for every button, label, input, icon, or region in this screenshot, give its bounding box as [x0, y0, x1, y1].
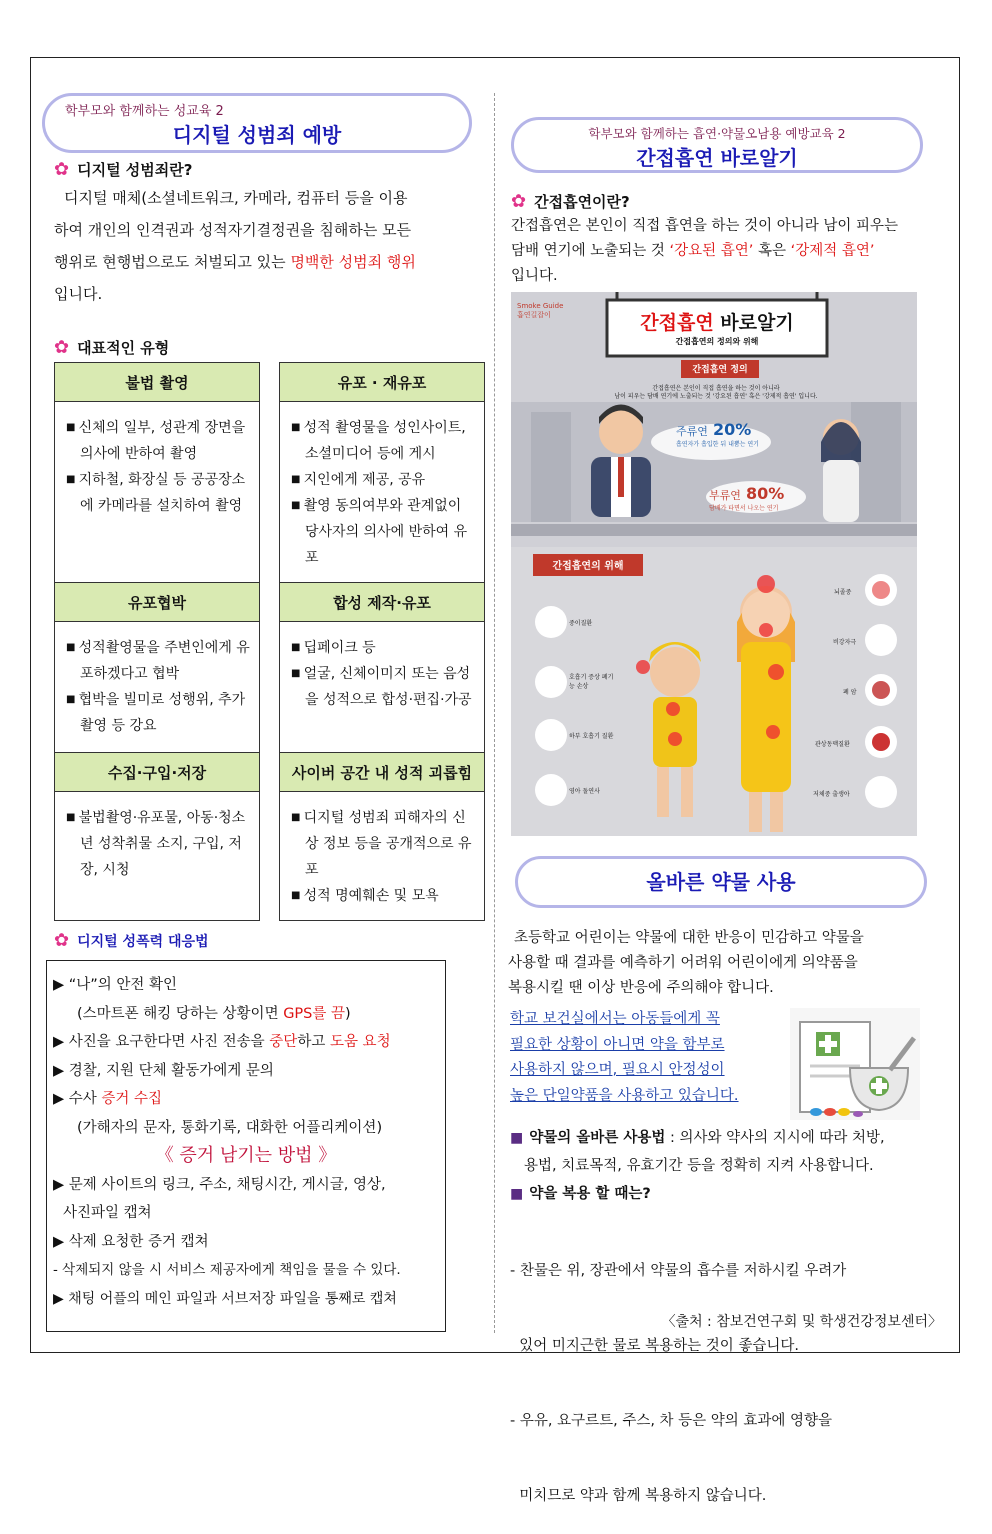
heading-text: 디지털 성폭력 대응법: [77, 933, 209, 950]
column-divider: [494, 93, 495, 1333]
evidence-method-title: 《 증거 남기는 방법 》: [155, 1145, 337, 1166]
response-line: - 삭제되지 않을 시 서비스 제공자에게 책임을 물을 수 있다.: [53, 1262, 401, 1278]
type-item: ■ 협박을 빌미로 성행위, 추가 촬영 등 강요: [66, 687, 250, 739]
usage-line: [510, 1124, 942, 1152]
note-line: 학교 보건실에서는 아동들에게 꼭: [510, 1011, 720, 1027]
definition-line: 입니다.: [511, 268, 558, 284]
note-line: 사용하지 않으며, 필요시 안정성이: [510, 1062, 725, 1078]
definition-line: 하여 개인의 인격권과 성적자기결정권을 침해하는 모든: [54, 221, 412, 239]
type-title-threat: 유포협박: [55, 583, 260, 622]
medicine-illustration: [790, 1008, 920, 1120]
intro-line: 사용할 때 결과를 예측하기 어려워 어린이에게 의약품을: [508, 955, 858, 971]
response-text: 하고: [297, 1034, 330, 1050]
response-text: ▶ 수사: [53, 1091, 102, 1107]
right-header-title: 간접흡연 바로알기: [636, 146, 798, 170]
harm-right-label: 뇌졸중: [834, 589, 852, 596]
response-line: [53, 1085, 439, 1114]
response-line: ▶ 삭제 요청한 증거 캡쳐: [53, 1233, 209, 1250]
type-cell: [55, 792, 260, 921]
response-line: ▶ 경찰, 지원 단체 활동가에게 문의: [53, 1062, 274, 1079]
medicine-header: [515, 856, 927, 908]
response-highlight: 중단: [269, 1034, 298, 1050]
type-title-distribution: 유포 · 재유포: [280, 363, 485, 402]
source-note: 〈출처 : 참보건연구회 및 학생건강정보센터〉: [661, 1314, 942, 1330]
definition-line: 간접흡연은 본인이 직접 흡연을 하는 것이 아니라 남이 피우는: [511, 218, 899, 234]
type-item: ■ 성적촬영물을 주변인에게 유포하겠다고 협박: [66, 635, 250, 687]
left-header: [42, 93, 472, 153]
types-table: [54, 362, 485, 921]
harm-label: 간접흡연의 위해: [552, 561, 624, 572]
heading-text: 대표적인 유형: [77, 339, 170, 357]
side-desc: 담배가 타면서 나오는 연기: [709, 505, 779, 512]
side-pct: 80%: [745, 484, 785, 503]
infographic-title: [607, 308, 827, 335]
definition-highlight: ‘강제적 흡연’: [790, 243, 875, 259]
definition-line: [54, 246, 474, 278]
title-black: 바로알기: [713, 312, 794, 334]
side-label: 부류연: [709, 489, 741, 502]
harm-right-label: 폐 암: [843, 689, 857, 696]
response-line: ▶ “나”의 안전 확인: [53, 977, 178, 993]
type-cell: [55, 402, 260, 583]
response-text: ): [345, 1005, 351, 1022]
response-line: [53, 1028, 439, 1057]
take-head: 약을 복용 할 때는?: [529, 1186, 651, 1202]
main-pct: 20%: [712, 420, 752, 439]
types-heading: [54, 337, 169, 358]
infographic-subtitle: 간접흡연의 정의와 위해: [675, 337, 759, 346]
left-header-title: 디지털 성범죄 예방: [172, 123, 342, 147]
def-text: 간접흡연은 본인이 직접 흡연을 하는 것이 아니라: [652, 385, 780, 392]
definition-highlight: 명백한 성범죄 행위: [290, 253, 416, 271]
type-item: ■ 딥페이크 등: [291, 635, 475, 661]
sidestream-smoke: [709, 484, 784, 512]
type-item: ■ 불법촬영·유포물, 아동·청소년 성착취물 소지, 구입, 저장, 시청: [66, 805, 250, 883]
def-text: 남이 피우는 담배 연기에 노출되는 것 '강요된 흡연' 혹은 '강제적 흡연' 입니다.: [614, 393, 818, 400]
flower-icon: ✿: [54, 159, 70, 180]
response-line: [53, 1000, 439, 1029]
usage-line: 용법, 치료목적, 유효기간 등을 정확히 지켜 사용합니다.: [524, 1158, 874, 1174]
response-line: ▶ 문제 사이트의 링크, 주소, 채팅시간, 게시글, 영상,: [53, 1176, 386, 1193]
definition-text: 담배 연기에 노출되는 것: [511, 243, 670, 259]
harm-left-label: 하부 호흡기 질환: [569, 733, 614, 740]
type-cell: [55, 622, 260, 753]
type-cell: [280, 622, 485, 753]
definition-text: 혹은: [753, 243, 791, 259]
square-icon: ■: [510, 1130, 524, 1146]
right-header-sub: 학부모와 함께하는 흡연·약물오남용 예방교육 2: [588, 126, 846, 141]
secondhand-smoke-infographic: [511, 292, 917, 836]
type-title-collection: 수집·구입·저장: [55, 753, 260, 792]
harm-right-label: 저체중 출생아: [813, 791, 850, 798]
title-red: 간접흡연: [640, 312, 714, 334]
take-item: 미치므로 약과 함께 복용하지 않습니다.: [510, 1488, 767, 1504]
right-header: [511, 117, 923, 173]
usage-head: 약물의 올바른 사용법: [529, 1130, 666, 1146]
type-item: ■ 지하철, 화장실 등 공공장소에 카메라를 설치하여 촬영: [66, 467, 250, 519]
response-highlight: 증거 수집: [101, 1091, 163, 1107]
square-icon: ■: [510, 1186, 524, 1202]
take-item: 있어 미지근한 물로 복용하는 것이 좋습니다.: [510, 1338, 799, 1354]
intro-line: 복용시킬 땐 이상 반응에 주의해야 합니다.: [508, 980, 774, 996]
take-item: - 우유, 요구르트, 주스, 차 등은 약의 효과에 영향을: [510, 1413, 833, 1429]
def-label: 간접흡연 정의: [692, 365, 748, 375]
type-item: ■ 촬영 동의여부와 관계없이 당사자의 의사에 반하여 유포: [291, 493, 475, 571]
response-line: 사진파일 캡쳐: [63, 1205, 152, 1221]
flower-icon: ✿: [511, 191, 527, 212]
medicine-title: 올바른 약물 사용: [646, 870, 796, 894]
note-line: 높은 단일약품을 사용하고 있습니다.: [510, 1087, 739, 1104]
left-header-sub: 학부모와 함께하는 성교육 2: [65, 104, 224, 119]
type-item: ■ 디지털 성범죄 피해자의 신상 정보 등을 공개적으로 유포: [291, 805, 475, 883]
response-text: (스마트폰 해킹 당하는 상황이면: [77, 1005, 284, 1022]
medicine-intro: [508, 926, 938, 1001]
type-cell: [280, 402, 485, 583]
definition-line: 입니다.: [54, 285, 103, 303]
take-line: [510, 1180, 942, 1208]
definition-highlight: ‘강요된 흡연’: [669, 243, 754, 259]
response-highlight: GPS를 끔: [283, 1005, 345, 1022]
response-heading: [54, 930, 209, 951]
response-line: ▶ 채팅 어플의 메인 파일과 서브저장 파일을 통째로 캡쳐: [53, 1290, 397, 1307]
type-title-illegal-filming: 불법 촬영: [55, 363, 260, 402]
health-room-note: [510, 1007, 780, 1109]
type-title-harassment: 사이버 공간 내 성적 괴롭힘: [280, 753, 485, 792]
response-text: ▶ 사진을 요구한다면 사진 전송을: [53, 1034, 270, 1050]
digital-crime-heading: [54, 159, 192, 180]
harm-right-label: 관상동맥질환: [815, 741, 850, 748]
heading-text: 간접흡연이란?: [534, 193, 630, 211]
harm-left-label: 호흡기 증상 폐기능 손상: [569, 674, 614, 690]
harm-left-label: 영아 돌연사: [569, 788, 600, 795]
take-item: - 찬물은 위, 장관에서 약물의 흡수를 저하시킬 우려가: [510, 1263, 847, 1279]
heading-text: 디지털 성범죄란?: [77, 161, 193, 179]
flower-icon: ✿: [54, 930, 70, 951]
secondhand-definition: [511, 214, 941, 289]
response-box: [46, 960, 446, 1332]
mainstream-smoke: [676, 420, 759, 448]
usage-text: : 의사와 약사의 지시에 따라 처방,: [665, 1130, 885, 1146]
type-item: ■ 지인에게 제공, 공유: [291, 467, 475, 493]
type-cell: [280, 792, 485, 921]
take-section: [510, 1209, 942, 1534]
response-highlight: 도움 요청: [329, 1034, 391, 1050]
harm-left-label: 중이질환: [569, 620, 593, 627]
definition-text: 행위로 현행법으로도 처벌되고 있는: [54, 253, 291, 271]
usage-section: [510, 1124, 942, 1208]
note-line: 필요한 상황이 아니면 약을 함부로: [510, 1036, 725, 1053]
type-title-synthesis: 합성 제작·유포: [280, 583, 485, 622]
definition-line: [511, 239, 941, 264]
flower-icon: ✿: [54, 337, 70, 358]
type-item: ■ 성적 명예훼손 및 모욕: [291, 883, 475, 909]
type-item: ■ 신체의 일부, 성관계 장면을 의사에 반하여 촬영: [66, 415, 250, 467]
infographic-logo: Smoke Guide 흡연길잡이: [517, 302, 564, 319]
digital-crime-definition: [54, 182, 474, 310]
response-line: (가해자의 문자, 통화기록, 대화한 어플리케이션): [77, 1119, 383, 1136]
type-item: ■ 얼굴, 신체이미지 또는 음성을 성적으로 합성·편집·가공: [291, 661, 475, 713]
main-desc: 흡연자가 흡입한 뒤 내뿜는 연기: [676, 441, 759, 448]
main-label: 주류연: [676, 425, 708, 438]
type-item: ■ 성적 촬영물을 성인사이트, 소셜미디어 등에 게시: [291, 415, 475, 467]
harm-right-label: 비강자극: [833, 639, 857, 646]
secondhand-heading: [511, 191, 630, 212]
definition-line: 디지털 매체(소셜네트워크, 카메라, 컴퓨터 등을 이용: [64, 189, 408, 207]
intro-line: 초등학교 어린이는 약물에 대한 반응이 민감하고 약물을: [514, 930, 864, 946]
